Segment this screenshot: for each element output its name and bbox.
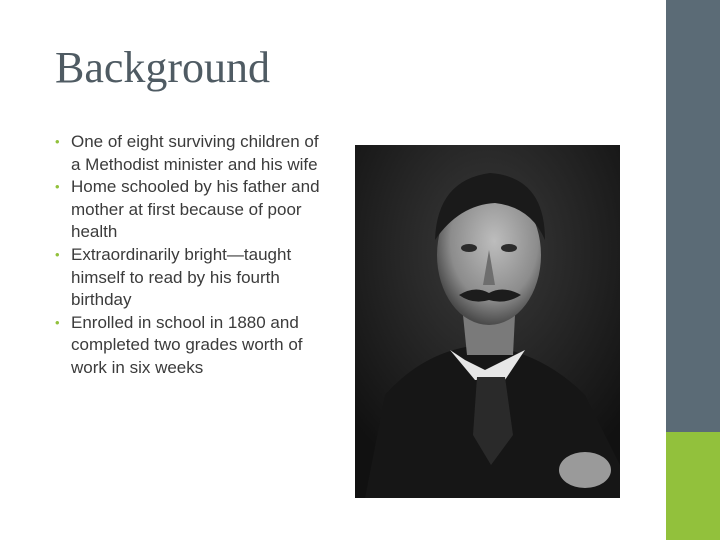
bullet-list — [52, 131, 322, 380]
bullet-item — [52, 176, 322, 244]
accent-block — [666, 432, 720, 540]
bullet-item — [52, 312, 322, 380]
bullet-dot-icon: • — [55, 314, 60, 330]
bullet-text: Extraordinarily bright—taught himself to read by his fourth birthday — [71, 244, 292, 310]
bullet-text: One of eight surviving children of a Methodist minister and his wife — [71, 132, 319, 174]
bullet-item — [52, 131, 322, 176]
portrait-photo-art — [355, 145, 620, 498]
bullet-text: Home schooled by his father and mother at first because of poor health — [71, 177, 320, 242]
bullet-dot-icon: • — [55, 179, 60, 195]
slide-title: Background — [55, 43, 271, 92]
bullet-dot-icon: • — [55, 134, 60, 149]
bullet-text: Enrolled in school in 1880 and completed two grades worth of work in six weeks — [71, 312, 303, 377]
bullet-dot-icon: • — [55, 246, 60, 262]
portrait-photo — [355, 145, 620, 498]
bullet-item — [52, 244, 322, 312]
